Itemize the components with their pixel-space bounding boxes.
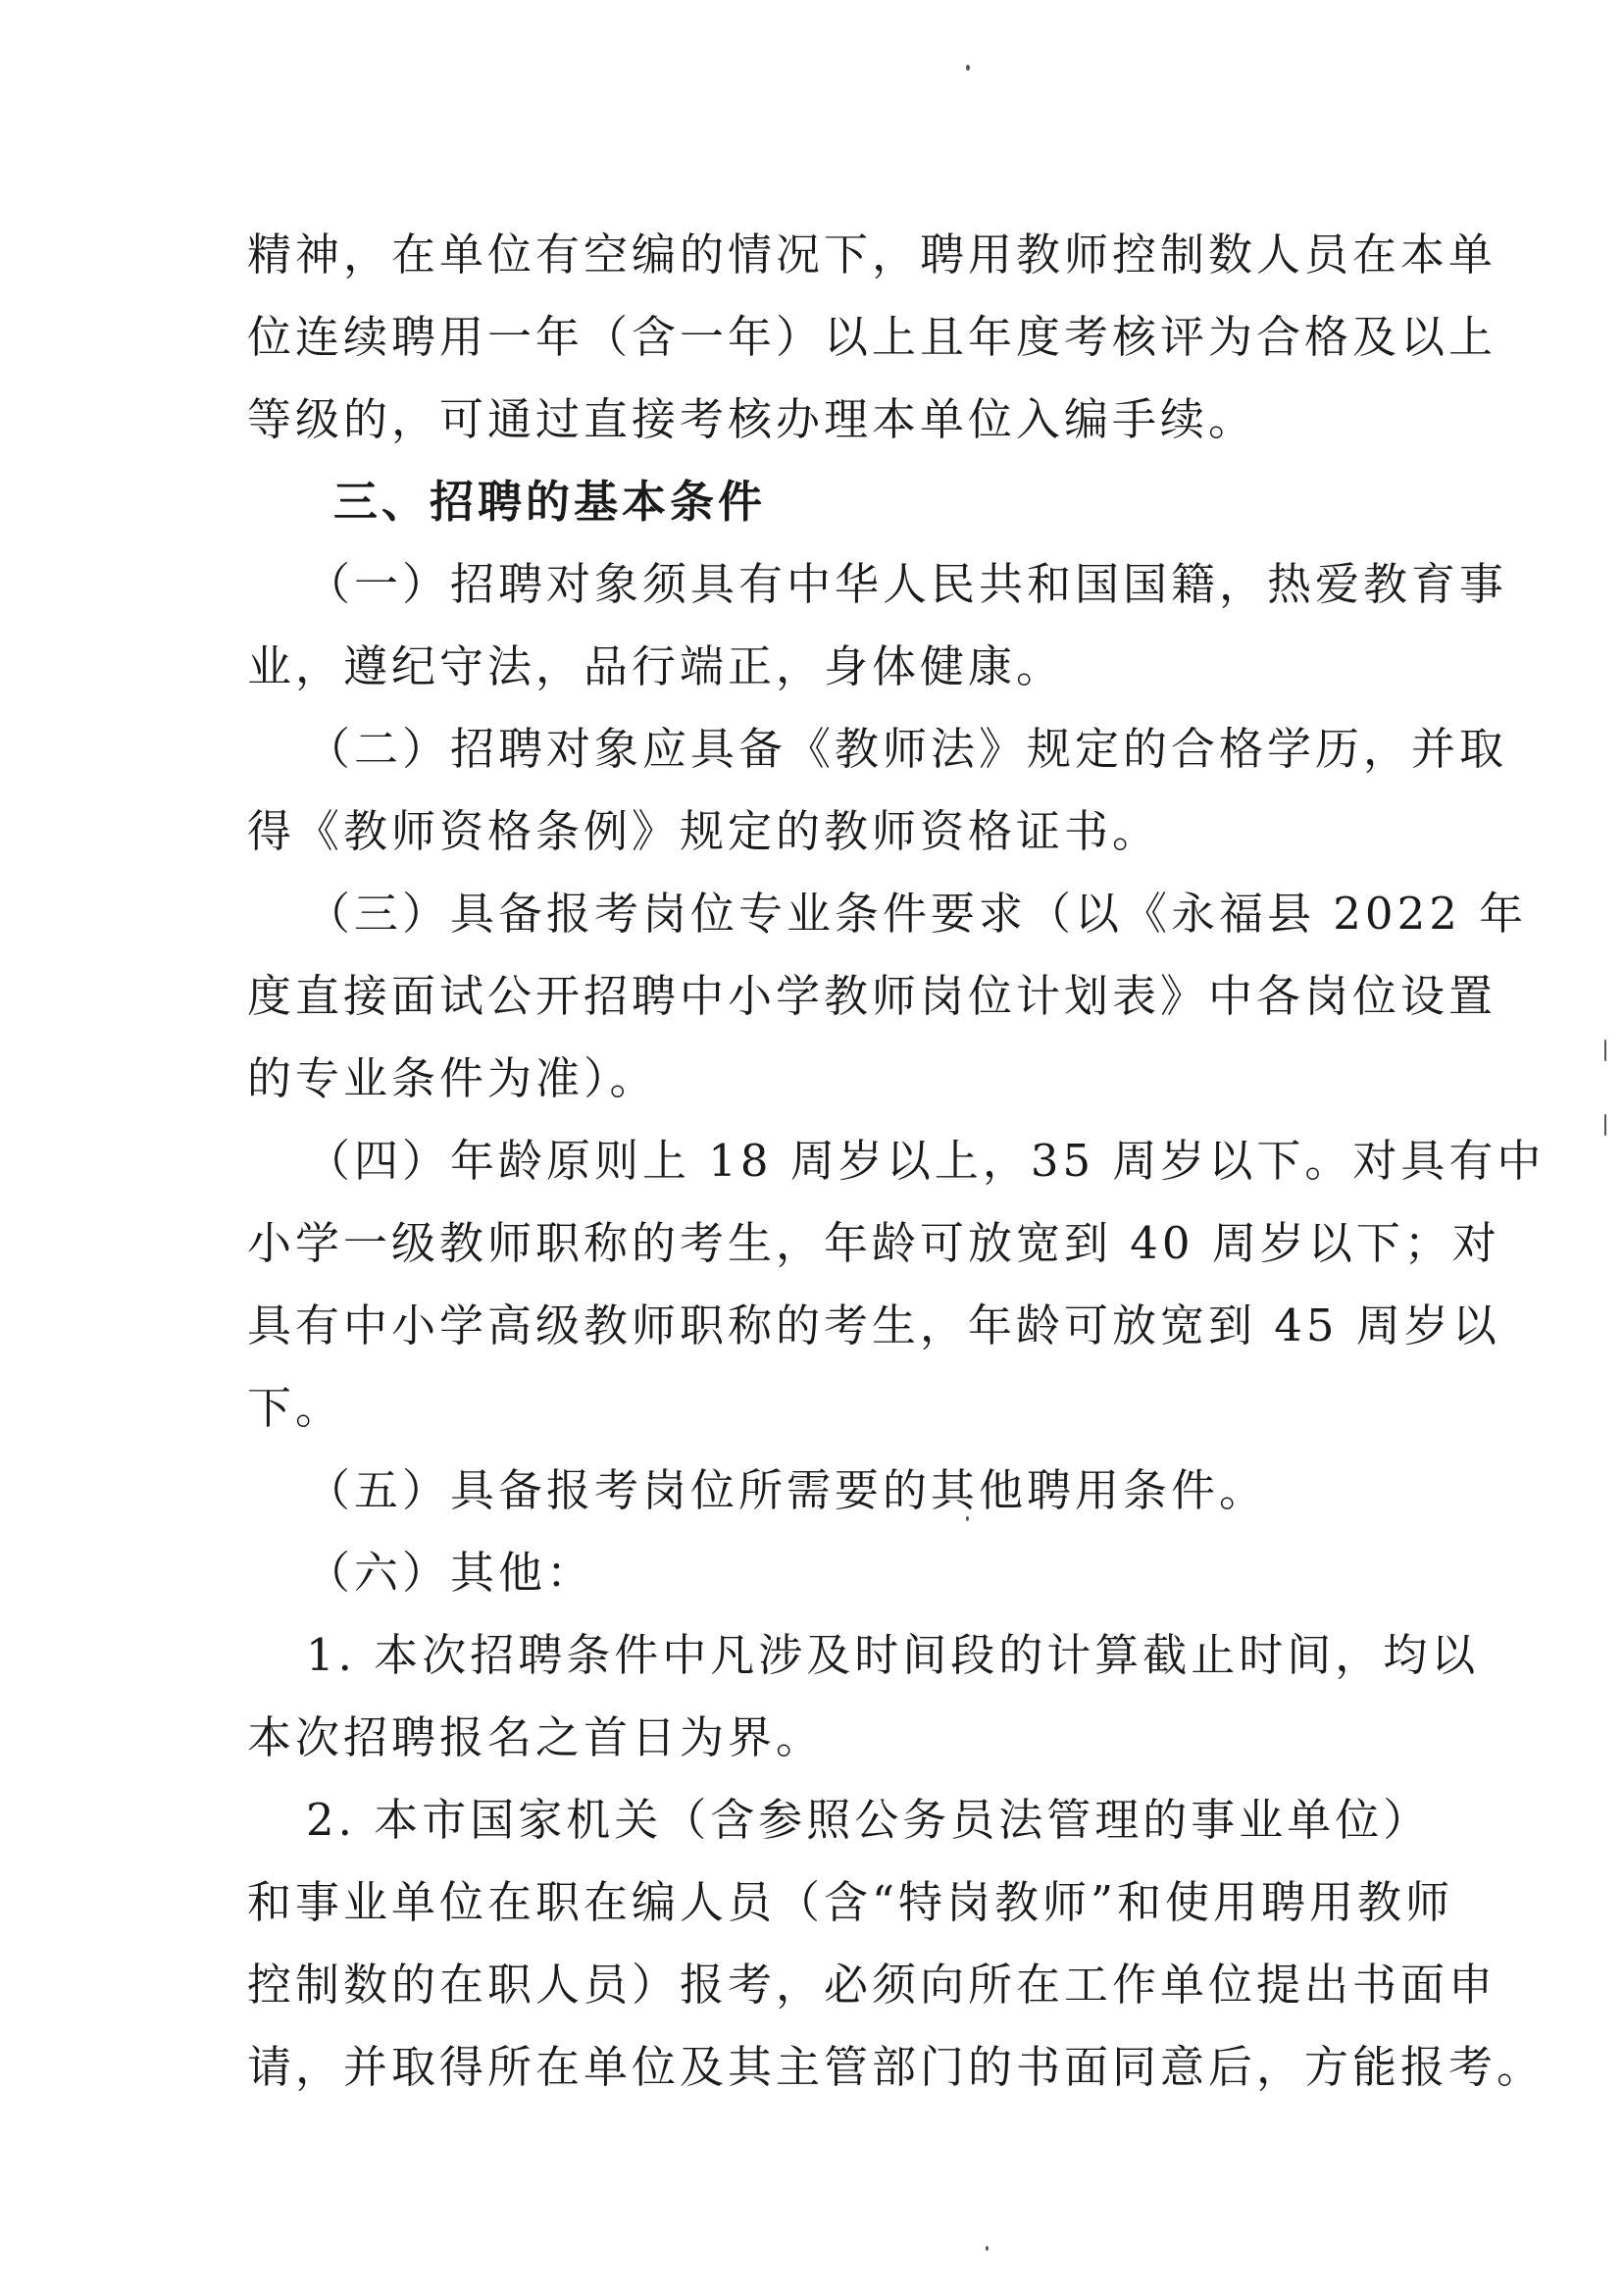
scan-speck xyxy=(966,65,970,71)
paragraph-line: 小学一级教师职称的考生，年龄可放宽到 40 周岁以下；对 xyxy=(247,1217,1500,1269)
paragraph-line: 请，并取得所在单位及其主管部门的书面同意后，方能报考。 xyxy=(247,2041,1546,2093)
paragraph-line: 业，遵纪守法，品行端正，身体健康。 xyxy=(247,640,1065,692)
section-heading: 三、招聘的基本条件 xyxy=(333,476,767,528)
paragraph-line: 1. 本次招聘条件中凡涉及时间段的计算截止时间，均以 xyxy=(306,1629,1480,1681)
paragraph-line: 得《教师资格条例》规定的教师资格证书。 xyxy=(247,805,1161,857)
scan-speck xyxy=(1604,1114,1606,1136)
paragraph-line: （六）其他： xyxy=(306,1547,595,1599)
paragraph-line: 下。 xyxy=(247,1382,344,1434)
paragraph-line: 位连续聘用一年（含一年）以上且年度考核评为合格及以上 xyxy=(247,311,1497,363)
paragraph-line: （五）具备报考岗位所需要的其他聘用条件。 xyxy=(306,1464,1268,1516)
paragraph-line: 2. 本市国家机关（含参照公务员法管理的事业单位） xyxy=(306,1794,1432,1846)
paragraph-line: （二）招聘对象应具备《教师法》规定的合格学历，并取 xyxy=(306,723,1508,775)
paragraph-line: 本次招聘报名之首日为界。 xyxy=(247,1711,825,1763)
scan-speck xyxy=(986,2246,989,2251)
paragraph-line: （三）具备报考岗位专业条件要求（以《永福县 2022 年 xyxy=(306,888,1528,940)
paragraph-line: 控制数的在职人员）报考，必须向所在工作单位提出书面申 xyxy=(247,1959,1497,2011)
paragraph-line: 具有中小学高级教师职称的考生，年龄可放宽到 45 周岁以 xyxy=(247,1299,1500,1351)
paragraph-line: 的专业条件为准）。 xyxy=(247,1052,658,1104)
scan-speck xyxy=(1604,1040,1606,1061)
paragraph-line: （一）招聘对象须具有中华人民共和国国籍，热爱教育事 xyxy=(306,558,1508,610)
paragraph-line: 度直接面试公开招聘中小学教师岗位计划表》中各岗位设置 xyxy=(247,970,1497,1022)
paragraph-line: （四）年龄原则上 18 周岁以上，35 周岁以下。对具有中 xyxy=(306,1135,1546,1187)
document-body xyxy=(247,214,1546,2109)
paragraph-line: 等级的，可通过直接考核办理本单位入编手续。 xyxy=(247,393,1257,445)
paragraph-line: 精神，在单位有空编的情况下，聘用教师控制数人员在本单 xyxy=(247,229,1497,280)
paragraph-line: 和事业单位在职在编人员（含“特岗教师”和使用聘用教师 xyxy=(247,1876,1454,1928)
